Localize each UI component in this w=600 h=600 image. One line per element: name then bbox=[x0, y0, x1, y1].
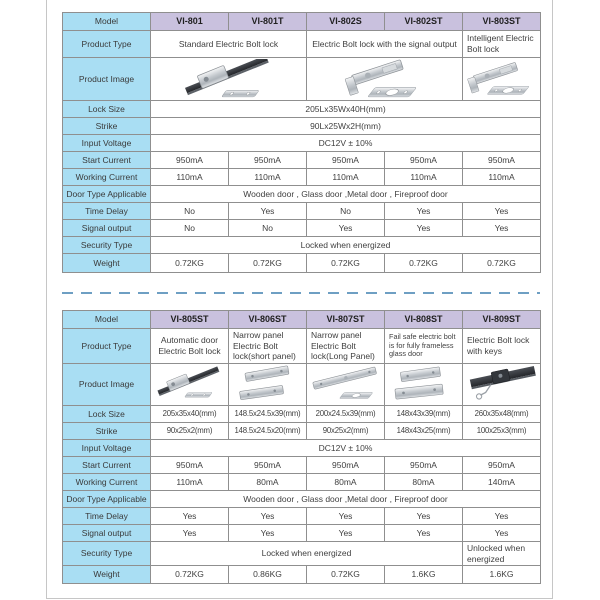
table-row bbox=[63, 439, 541, 456]
start-current-value: 950mA bbox=[229, 152, 307, 169]
input-voltage-value: DC12V ± 10% bbox=[151, 439, 541, 456]
time-delay-value: Yes bbox=[385, 507, 463, 524]
weight-value: 0.86KG bbox=[229, 566, 307, 584]
row-label-product-type: Product Type bbox=[63, 329, 151, 364]
start-current-value: 950mA bbox=[151, 152, 229, 169]
weight-value: 1.6KG bbox=[385, 566, 463, 584]
row-label-signal-output: Signal output bbox=[63, 220, 151, 237]
product-image-cell bbox=[151, 58, 307, 101]
row-label-working-current: Working Current bbox=[63, 473, 151, 490]
row-label-working-current: Working Current bbox=[63, 169, 151, 186]
start-current-value: 950mA bbox=[463, 456, 541, 473]
signal-output-value: No bbox=[151, 220, 229, 237]
dashed-separator bbox=[62, 292, 540, 294]
start-current-value: 950mA bbox=[151, 456, 229, 473]
start-current-value: 950mA bbox=[463, 152, 541, 169]
start-current-value: 950mA bbox=[229, 456, 307, 473]
input-voltage-value: DC12V ± 10% bbox=[151, 135, 541, 152]
security-type-value: Locked when energized bbox=[151, 541, 463, 565]
model-cell: VI-803ST bbox=[463, 13, 541, 31]
table-row bbox=[63, 541, 541, 565]
signal-output-value: Yes bbox=[307, 220, 385, 237]
time-delay-value: Yes bbox=[463, 203, 541, 220]
table-row bbox=[63, 363, 541, 405]
product-type-cell: Electric Bolt lock with keys bbox=[463, 329, 541, 364]
model-cell: VI-807ST bbox=[307, 311, 385, 329]
row-label-weight: Weight bbox=[63, 254, 151, 273]
row-label-time-delay: Time Delay bbox=[63, 507, 151, 524]
lock-size-value: 148.5x24.5x39(mm) bbox=[229, 405, 307, 422]
working-current-value: 110mA bbox=[229, 169, 307, 186]
door-type-value: Wooden door , Glass door ,Metal door , Fireproof door bbox=[151, 490, 541, 507]
table-row bbox=[63, 311, 541, 329]
lock-size-value: 205Lx35Wx40H(mm) bbox=[151, 101, 541, 118]
weight-value: 0.72KG bbox=[307, 254, 385, 273]
strike-value: 90x25x2(mm) bbox=[151, 422, 229, 439]
bolt-lock-with-faceplate-photo-icon bbox=[465, 59, 539, 99]
row-label-security-type: Security Type bbox=[63, 237, 151, 254]
product-image-cell bbox=[151, 363, 229, 405]
model-cell: VI-801 bbox=[151, 13, 229, 31]
row-label-lock-size: Lock Size bbox=[63, 405, 151, 422]
row-label-model: Model bbox=[63, 311, 151, 329]
model-cell: VI-808ST bbox=[385, 311, 463, 329]
weight-value: 0.72KG bbox=[385, 254, 463, 273]
page-frame-left bbox=[46, 0, 47, 599]
time-delay-value: Yes bbox=[229, 203, 307, 220]
weight-value: 0.72KG bbox=[307, 566, 385, 584]
short-panel-two-blocks-photo-icon bbox=[233, 365, 303, 403]
product-type-cell: Narrow panel Electric Bolt lock(short panel) bbox=[229, 329, 307, 364]
row-label-strike: Strike bbox=[63, 422, 151, 439]
product-type-cell: Fail safe electric bolt is for fully frameless glass door bbox=[385, 329, 463, 364]
working-current-value: 140mA bbox=[463, 473, 541, 490]
row-label-product-image: Product Image bbox=[63, 363, 151, 405]
row-label-product-image: Product Image bbox=[63, 58, 151, 101]
working-current-value: 110mA bbox=[385, 169, 463, 186]
product-type-cell: Standard Electric Bolt lock bbox=[151, 31, 307, 58]
strike-value: 90Lx25Wx2H(mm) bbox=[151, 118, 541, 135]
weight-value: 0.72KG bbox=[151, 254, 229, 273]
model-cell: VI-806ST bbox=[229, 311, 307, 329]
strike-value: 90x25x2(mm) bbox=[307, 422, 385, 439]
table-row bbox=[63, 237, 541, 254]
working-current-value: 110mA bbox=[151, 473, 229, 490]
signal-output-value: Yes bbox=[151, 524, 229, 541]
table-row bbox=[63, 490, 541, 507]
model-cell: VI-809ST bbox=[463, 311, 541, 329]
table-row bbox=[63, 186, 541, 203]
signal-output-value: Yes bbox=[229, 524, 307, 541]
time-delay-value: Yes bbox=[385, 203, 463, 220]
start-current-value: 950mA bbox=[385, 456, 463, 473]
product-image-cell bbox=[463, 58, 541, 101]
start-current-value: 950mA bbox=[385, 152, 463, 169]
table-row bbox=[63, 118, 541, 135]
row-label-time-delay: Time Delay bbox=[63, 203, 151, 220]
table-row bbox=[63, 456, 541, 473]
model-cell: VI-805ST bbox=[151, 311, 229, 329]
working-current-value: 110mA bbox=[151, 169, 229, 186]
product-image-cell bbox=[307, 58, 463, 101]
time-delay-value: No bbox=[151, 203, 229, 220]
strike-value: 148x43x25(mm) bbox=[385, 422, 463, 439]
model-cell: VI-801T bbox=[229, 13, 307, 31]
signal-output-value: Yes bbox=[463, 220, 541, 237]
weight-value: 0.72KG bbox=[151, 566, 229, 584]
table-row bbox=[63, 152, 541, 169]
time-delay-value: Yes bbox=[463, 507, 541, 524]
row-label-strike: Strike bbox=[63, 118, 151, 135]
strike-value: 148.5x24.5x20(mm) bbox=[229, 422, 307, 439]
weight-value: 0.72KG bbox=[229, 254, 307, 273]
product-image-cell bbox=[463, 363, 541, 405]
table-row bbox=[63, 524, 541, 541]
product-type-cell: Narrow panel Electric Bolt lock(Long Panel) bbox=[307, 329, 385, 364]
row-label-door-type: Door Type Applicable bbox=[63, 186, 151, 203]
model-cell: VI-802S bbox=[307, 13, 385, 31]
table-row bbox=[63, 58, 541, 101]
row-label-weight: Weight bbox=[63, 566, 151, 584]
time-delay-value: Yes bbox=[307, 507, 385, 524]
page-frame-right bbox=[552, 0, 553, 599]
product-type-cell: Automatic door Electric Bolt lock bbox=[151, 329, 229, 364]
table-row bbox=[63, 13, 541, 31]
diagonal-rail-bolt-lock-photo-icon bbox=[164, 59, 294, 99]
table-row bbox=[63, 135, 541, 152]
product-type-cell: Electric Bolt lock with the signal output bbox=[307, 31, 463, 58]
row-label-product-type: Product Type bbox=[63, 31, 151, 58]
table-row bbox=[63, 101, 541, 118]
lock-size-value: 205x35x40(mm) bbox=[151, 405, 229, 422]
table-row bbox=[63, 473, 541, 490]
row-label-input-voltage: Input Voltage bbox=[63, 439, 151, 456]
lock-size-value: 200x24.5x39(mm) bbox=[307, 405, 385, 422]
table-row bbox=[63, 203, 541, 220]
bolt-lock-with-keys-photo-icon bbox=[466, 365, 538, 403]
security-type-value: Locked when energized bbox=[151, 237, 541, 254]
weight-value: 1.6KG bbox=[463, 566, 541, 584]
start-current-value: 950mA bbox=[307, 456, 385, 473]
table-row bbox=[63, 220, 541, 237]
row-label-door-type: Door Type Applicable bbox=[63, 490, 151, 507]
table-row bbox=[63, 169, 541, 186]
table-row bbox=[63, 405, 541, 422]
table-row bbox=[63, 566, 541, 584]
table-row bbox=[63, 31, 541, 58]
row-label-security-type: Security Type bbox=[63, 541, 151, 565]
row-label-input-voltage: Input Voltage bbox=[63, 135, 151, 152]
time-delay-value: Yes bbox=[229, 507, 307, 524]
table-row bbox=[63, 422, 541, 439]
door-type-value: Wooden door , Glass door ,Metal door , Fireproof door bbox=[151, 186, 541, 203]
working-current-value: 80mA bbox=[385, 473, 463, 490]
lock-size-value: 260x35x48(mm) bbox=[463, 405, 541, 422]
bolt-lock-with-faceplate-photo-icon bbox=[329, 59, 441, 99]
spec-table-bottom bbox=[62, 310, 541, 584]
long-narrow-panel-bolt-photo-icon bbox=[310, 365, 382, 403]
product-image-cell bbox=[385, 363, 463, 405]
signal-output-value: Yes bbox=[385, 220, 463, 237]
working-current-value: 110mA bbox=[307, 169, 385, 186]
time-delay-value: Yes bbox=[151, 507, 229, 524]
page-frame-bottom bbox=[46, 598, 553, 599]
diagonal-rail-bolt-lock-photo-icon bbox=[153, 365, 227, 403]
security-type-value: Unlocked when energized bbox=[463, 541, 541, 565]
table-row bbox=[63, 254, 541, 273]
row-label-model: Model bbox=[63, 13, 151, 31]
row-label-start-current: Start Current bbox=[63, 152, 151, 169]
row-label-start-current: Start Current bbox=[63, 456, 151, 473]
signal-output-value: Yes bbox=[385, 524, 463, 541]
weight-value: 0.72KG bbox=[463, 254, 541, 273]
frameless-glass-bracket-photo-icon bbox=[390, 365, 458, 403]
time-delay-value: No bbox=[307, 203, 385, 220]
product-type-cell: Intelligent Electric Bolt lock bbox=[463, 31, 541, 58]
table-row bbox=[63, 507, 541, 524]
row-label-lock-size: Lock Size bbox=[63, 101, 151, 118]
signal-output-value: Yes bbox=[463, 524, 541, 541]
signal-output-value: No bbox=[229, 220, 307, 237]
working-current-value: 80mA bbox=[229, 473, 307, 490]
working-current-value: 110mA bbox=[463, 169, 541, 186]
start-current-value: 950mA bbox=[307, 152, 385, 169]
product-image-cell bbox=[229, 363, 307, 405]
product-image-cell bbox=[307, 363, 385, 405]
table-row bbox=[63, 329, 541, 364]
working-current-value: 80mA bbox=[307, 473, 385, 490]
row-label-signal-output: Signal output bbox=[63, 524, 151, 541]
signal-output-value: Yes bbox=[307, 524, 385, 541]
spec-table-top bbox=[62, 12, 541, 273]
strike-value: 100x25x3(mm) bbox=[463, 422, 541, 439]
model-cell: VI-802ST bbox=[385, 13, 463, 31]
lock-size-value: 148x43x39(mm) bbox=[385, 405, 463, 422]
